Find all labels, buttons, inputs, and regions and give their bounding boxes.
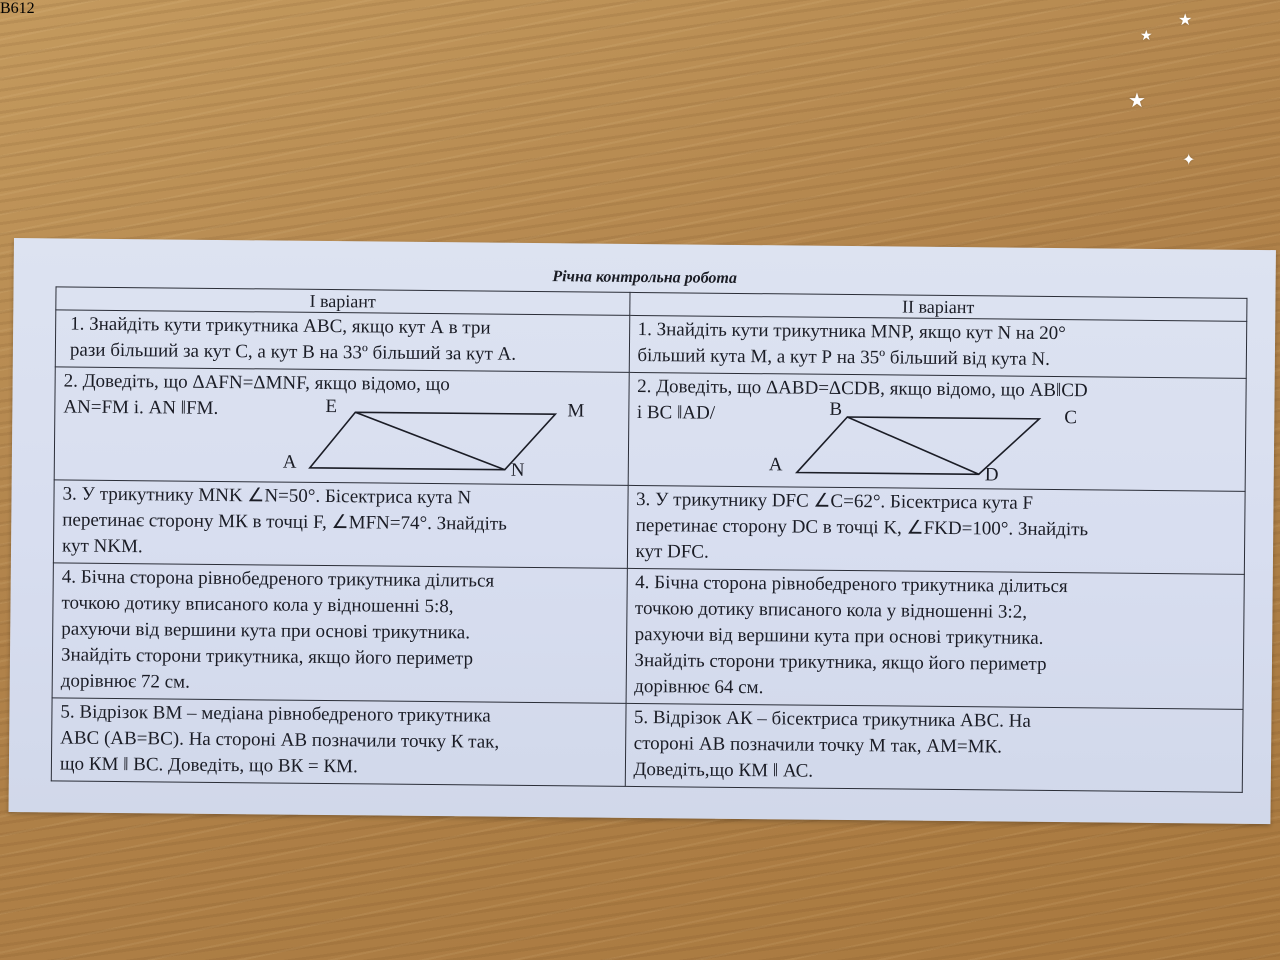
- task-2-variant-1: [54, 367, 629, 486]
- text-line: кут NKM.: [61, 535, 143, 558]
- text-line: Знайдіть сторони трикутника, якщо його периметр: [634, 649, 1047, 675]
- parallelogram-abcd-svg: [768, 398, 1089, 489]
- variant-1-header: I варіант: [56, 287, 630, 316]
- text-line: дорівнює 72 см.: [60, 670, 190, 693]
- document-title: Річна контрольна робота: [552, 268, 738, 287]
- task-row: [54, 367, 1246, 491]
- text-line: що КМ ‖ ВС. Доведіть, що ВК = КМ.: [59, 753, 358, 778]
- parallelogram-afnm-svg: [282, 395, 606, 481]
- task-4-variant-2: [626, 568, 1245, 709]
- text-line: рази більший за кут С, а кут В на 33º більший за кут А.: [69, 339, 517, 365]
- vertex-label-b: B: [828, 398, 842, 420]
- vertex-label-a: A: [768, 454, 783, 476]
- text-line: 1. Знайдіть кути трикутника МNР, якщо кут N на 20°: [637, 318, 1066, 345]
- task-row: [52, 563, 1244, 709]
- text-line: дорівнює 64 см.: [634, 675, 764, 699]
- task-4-variant-1: [52, 563, 627, 703]
- task-3-variant-2: [627, 485, 1245, 574]
- text-line: точкою дотику вписаного кола у відношенні 5:8,: [61, 592, 454, 618]
- text-line: перетинає сторону МК в точці F, ∠MFN=74°. Знайдіть: [62, 509, 507, 535]
- task-5-variant-1: [51, 698, 625, 787]
- parallelogram-shape: [796, 417, 1039, 475]
- text-line: 2. Доведіть, що ΔABD=ΔCDB, якщо відомо, що АВ‖CD: [637, 375, 1088, 402]
- star-icon: ★: [1140, 28, 1153, 44]
- task-1-variant-1: [55, 310, 629, 373]
- text-line: стороні АВ позначили точку М так, АМ=МК.: [633, 732, 1003, 758]
- variant-2-header: II варіант: [629, 292, 1247, 321]
- star-icon: ★: [1178, 10, 1193, 29]
- text-line: 5. Відрізок АК – бісектриса трикутника АВС. На: [633, 706, 1031, 732]
- task-row: [53, 480, 1245, 574]
- star-icon: ★: [1128, 88, 1146, 112]
- text-line: рахуючи від вершини кута при основі трикутника.: [634, 623, 1044, 649]
- text-line: перетинає сторону DC в точці K, ∠FKD=100°. Знайдіть: [635, 514, 1089, 541]
- text-line: 3. У трикутнику DFC ∠C=62°. Бісектриса кута F: [635, 488, 1034, 514]
- tasks-table: [51, 286, 1248, 792]
- text-line: 5. Відрізок ВМ – медіана рівнобедреного трикутника: [60, 701, 491, 727]
- text-line: АВС (АВ=ВС). На стороні АВ позначили точку К так,: [60, 727, 500, 753]
- text-line: 4. Бічна сторона рівнобедреного трикутника ділиться: [635, 571, 1068, 598]
- text-line: кут DFC.: [635, 540, 709, 563]
- vertex-label-e: E: [325, 395, 338, 418]
- parallelogram-afnm-diagram: [282, 395, 606, 489]
- task-1-variant-2: [629, 315, 1247, 378]
- text-line: 2. Доведіть, що ΔAFN=ΔMNF, якщо відомо, що: [63, 370, 450, 396]
- diagonal-line: [355, 412, 506, 469]
- text-line: Знайдіть сторони трикутника, якщо його периметр: [60, 644, 474, 670]
- text-line: і ВС ‖AD/: [636, 401, 716, 424]
- watermark-logo-text: B612: [0, 0, 35, 17]
- text-line: Доведіть,що КМ ‖ АС.: [633, 758, 814, 782]
- text-line: більший кута М, а кут Р на 35º більший від кута N.: [637, 344, 1051, 370]
- task-2-variant-2: [628, 372, 1247, 491]
- text-line: 4. Бічна сторона рівнобедреного трикутника ділиться: [61, 566, 495, 592]
- vertex-label-n: N: [510, 459, 525, 481]
- text-line: 3. У трикутнику MNK ∠N=50°. Бісектриса кута N: [62, 483, 472, 509]
- sparkle-icon: ✦: [1182, 150, 1196, 169]
- text-line: рахуючи від вершини кута при основі трикутника.: [61, 618, 471, 644]
- diagonal-line: [846, 417, 979, 474]
- task-row: [51, 698, 1243, 792]
- task-3-variant-1: [53, 480, 627, 569]
- task-5-variant-2: [625, 703, 1243, 792]
- vertex-label-d: D: [984, 464, 999, 486]
- text-line: 1. Знайдіть кути трикутника АВС, якщо кут А в три: [70, 313, 491, 339]
- text-line: точкою дотику вписаного кола у відношенні 3:2,: [634, 597, 1028, 623]
- vertex-label-m: M: [567, 400, 585, 422]
- vertex-label-c: C: [1063, 407, 1077, 429]
- text-line: AN=FM і. AN ‖FM.: [63, 396, 219, 419]
- worksheet-paper: [8, 238, 1275, 824]
- parallelogram-abcd-diagram: [768, 398, 1089, 497]
- watermark: [0, 0, 1280, 169]
- vertex-label-a: A: [282, 451, 297, 473]
